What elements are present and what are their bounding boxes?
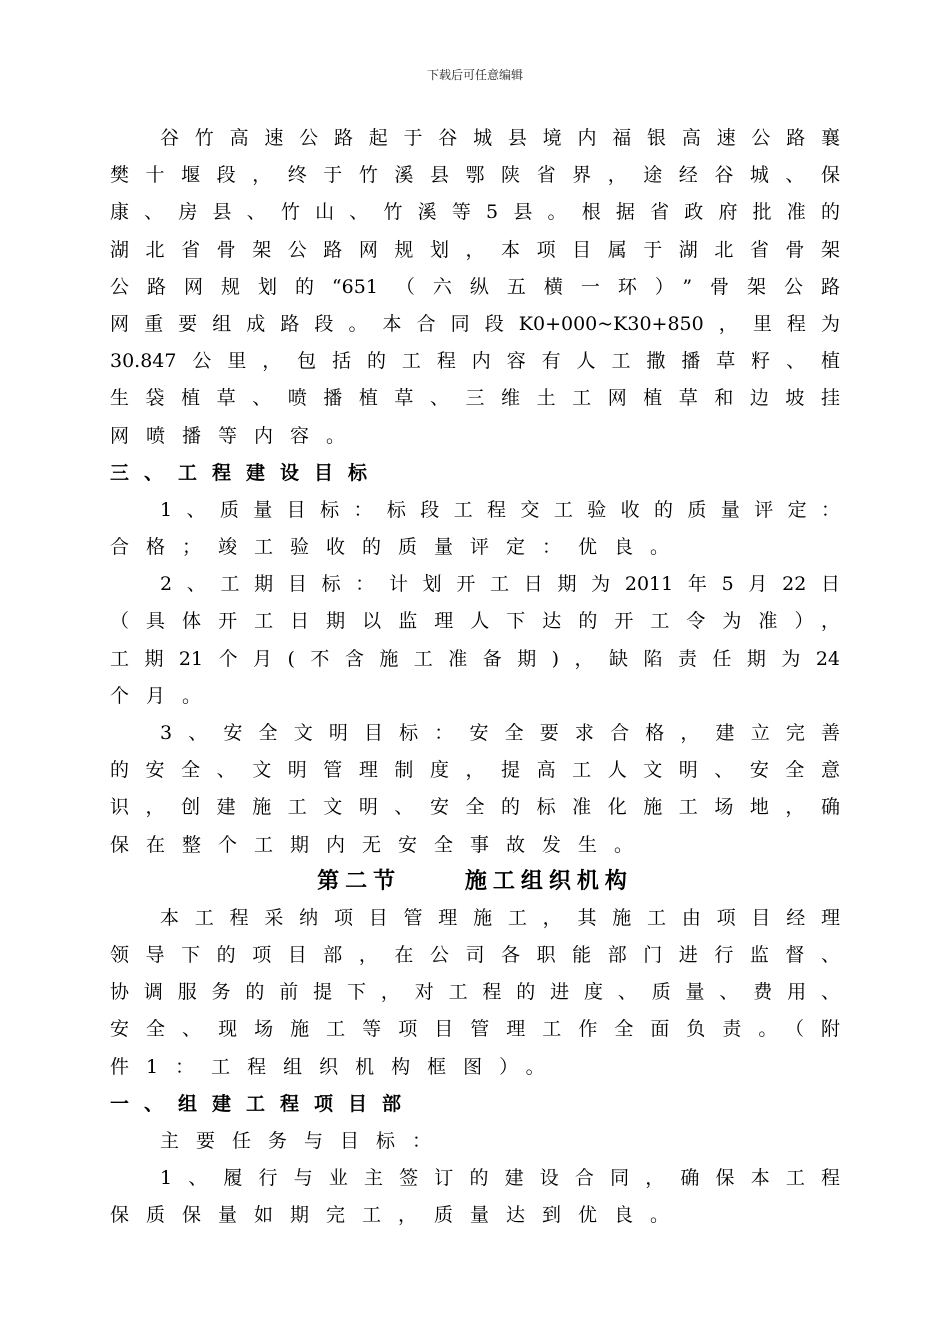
text-line: 公路网规划的“651（六纵五横一环）”骨架公路: [110, 275, 840, 298]
section-heading: 三、工程建设目标: [110, 461, 383, 484]
text-line: 保质保量如期完工，质量达到优良。: [110, 1204, 687, 1227]
text-line: 保在整个工期内无安全事故发生。: [110, 833, 651, 856]
text-line: 3、安全文明目标：安全要求合格，建立完善: [160, 722, 840, 744]
text-line: 1、履行与业主签订的建设合同，确保本工程: [160, 1167, 840, 1190]
text-line: 合格；竣工验收的质量评定：优良。: [110, 536, 687, 559]
text-line: 网喷播等内容。: [110, 424, 363, 447]
page-header: 下载后可任意编辑: [426, 68, 523, 82]
text-line: 个月。: [110, 684, 219, 707]
text-line: 1、质量目标：标段工程交工验收的质量评定：: [160, 498, 840, 521]
text-line: 工期21个月(不含施工准备期)，缺陷责任期为24: [110, 647, 840, 670]
text-line: 湖北省骨架公路网规划，本项目属于湖北省骨架: [110, 238, 840, 261]
section-heading: 一、组建工程项目部: [110, 1092, 417, 1115]
text-line: 安全、现场施工等项目管理工作全面负责。（附: [110, 1018, 840, 1041]
text-line: 生袋植草、喷播植草、三维土工网植草和边坡挂: [110, 387, 840, 410]
text-line: 2、工期目标：计划开工日期为2011年5月22日: [160, 573, 840, 596]
paragraph-block-2: [110, 900, 840, 1235]
text-line: 30.847公里，包括的工程内容有人工撒播草籽、植: [110, 350, 840, 373]
text-line: 本工程采纳项目管理施工，其施工由项目经理: [160, 906, 840, 929]
text-line: 谷竹高速公路起于谷城县境内福银高速公路襄: [160, 127, 840, 149]
text-line: 件1：工程组织机构框图）。: [110, 1055, 562, 1078]
text-line: 的安全、文明管理制度，提高工人文明、安全意: [110, 759, 840, 782]
document-body: [110, 120, 840, 1234]
text-line: 主要任务与目标：: [160, 1129, 449, 1152]
text-line: 网重要组成路段。本合同段K0+000~K30+850，里程为: [110, 312, 840, 335]
text-line: 协调服务的前提下，对工程的进度、质量、费用、: [110, 981, 840, 1004]
paragraph-block-1: [110, 120, 840, 864]
text-line: 樊十堰段，终于竹溪县鄂陕省界，途经谷城、保: [110, 164, 840, 187]
text-line: （具体开工日期以监理人下达的开工令为准），: [110, 610, 840, 633]
section-title: 第二节 施工组织机构: [317, 868, 633, 894]
text-line: 康、房县、竹山、竹溪等5县。根据省政府批准的: [110, 201, 840, 224]
text-line: 识，创建施工文明、安全的标准化施工场地，确: [110, 796, 840, 819]
text-line: 领导下的项目部，在公司各职能部门进行监督、: [110, 943, 840, 966]
